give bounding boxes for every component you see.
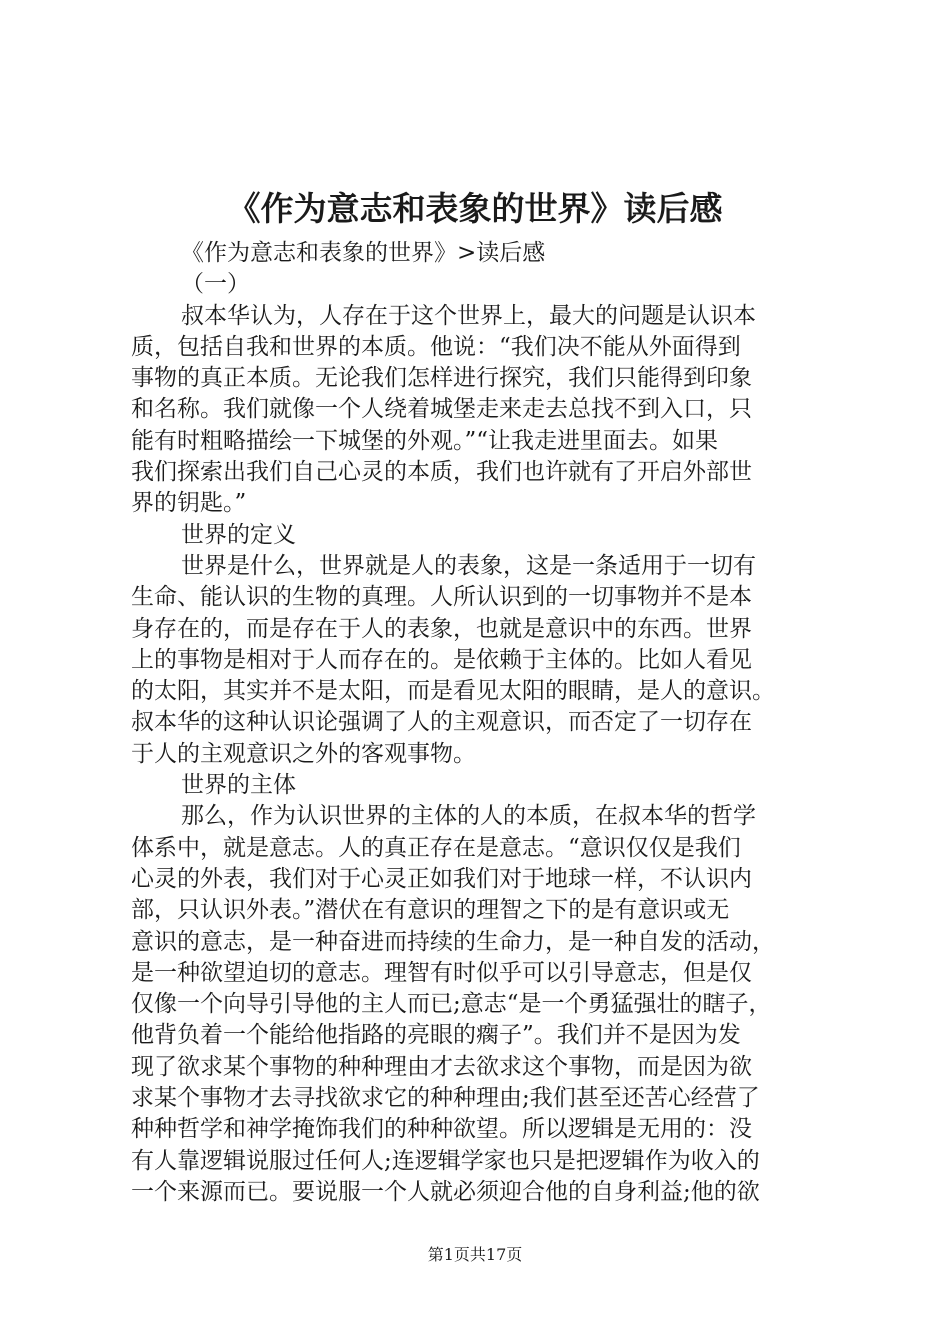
- text-line: 仅像一个向导引导他的主人而已;意志“是一个勇猛强壮的瞎子，: [131, 991, 772, 1018]
- text-line: 体系中，就是意志。人的真正存在是意志。“意识仅仅是我们: [131, 834, 741, 861]
- text-line: 意识的意志，是一种奋进而持续的生命力，是一种自发的活动，: [131, 928, 775, 955]
- text-line: 世界的主体: [181, 772, 296, 799]
- text-line: 有人靠逻辑说服过任何人;连逻辑学家也只是把逻辑作为收入的: [131, 1147, 760, 1174]
- text-line: 质，包括自我和世界的本质。他说：“我们决不能从外面得到: [131, 333, 741, 360]
- text-line: 叔本华的这种认识论强调了人的主观意识，而否定了一切存在: [131, 709, 752, 736]
- document-title: 《作为意志和表象的世界》读后感: [227, 189, 723, 228]
- text-line: 部，只认识外表。”潜伏在有意识的理智之下的是有意识或无: [131, 897, 730, 924]
- text-line: 世界是什么，世界就是人的表象，这是一条适用于一切有: [181, 552, 756, 579]
- text-line: 现了欲求某个事物的种种理由才去欲求这个事物，而是因为欲: [131, 1053, 752, 1080]
- text-line: 能有时粗略描绘一下城堡的外观。”“让我走进里面去。如果: [131, 427, 719, 454]
- text-line: 事物的真正本质。无论我们怎样进行探究，我们只能得到印象: [131, 365, 752, 392]
- text-line: 我们探索出我们自己心灵的本质，我们也许就有了开启外部世: [131, 459, 752, 486]
- page-total: 共17页: [469, 1245, 523, 1264]
- text-line: 是一种欲望迫切的意志。理智有时似乎可以引导意志，但是仅: [131, 959, 752, 986]
- text-line: 和名称。我们就像一个人绕着城堡走来走去总找不到入口，只: [131, 396, 752, 423]
- text-line: 界的钥匙。”: [131, 490, 247, 517]
- text-line: 于人的主观意识之外的客观事物。: [131, 740, 476, 767]
- text-line: 的太阳，其实并不是太阳，而是看见太阳的眼睛，是人的意识。: [131, 678, 775, 705]
- text-line: 求某个事物才去寻找欲求它的种种理由;我们甚至还苦心经营了: [131, 1085, 760, 1112]
- text-line: 生命、能认识的生物的真理。人所认识到的一切事物并不是本: [131, 584, 752, 611]
- text-line: 一个来源而已。要说服一个人就必须迎合他的自身利益;他的欲: [131, 1178, 760, 1205]
- text-line: 身存在的，而是存在于人的表象，也就是意识中的东西。世界: [131, 615, 752, 642]
- text-line: （一）: [181, 271, 250, 298]
- text-line: 叔本华认为，人存在于这个世界上，最大的问题是认识本: [181, 302, 756, 329]
- text-line: 那么，作为认识世界的主体的人的本质，在叔本华的哲学: [181, 803, 756, 830]
- page-number: 第1页: [427, 1245, 470, 1264]
- text-line: 世界的定义: [181, 521, 296, 548]
- text-line: 《作为意志和表象的世界》>读后感: [181, 240, 546, 266]
- text-line: 上的事物是相对于人而存在的。是依赖于主体的。比如人看见: [131, 646, 752, 673]
- page-footer: [0, 1244, 950, 1266]
- text-line: 他背负着一个能给他指路的亮眼的瘸子”。我们并不是因为发: [131, 1022, 741, 1049]
- document-body: [131, 238, 851, 1208]
- text-line: 种种哲学和神学掩饰我们的种种欲望。所以逻辑是无用的：没: [131, 1116, 752, 1143]
- text-line: 心灵的外表，我们对于心灵正如我们对于地球一样，不认识内: [131, 865, 752, 892]
